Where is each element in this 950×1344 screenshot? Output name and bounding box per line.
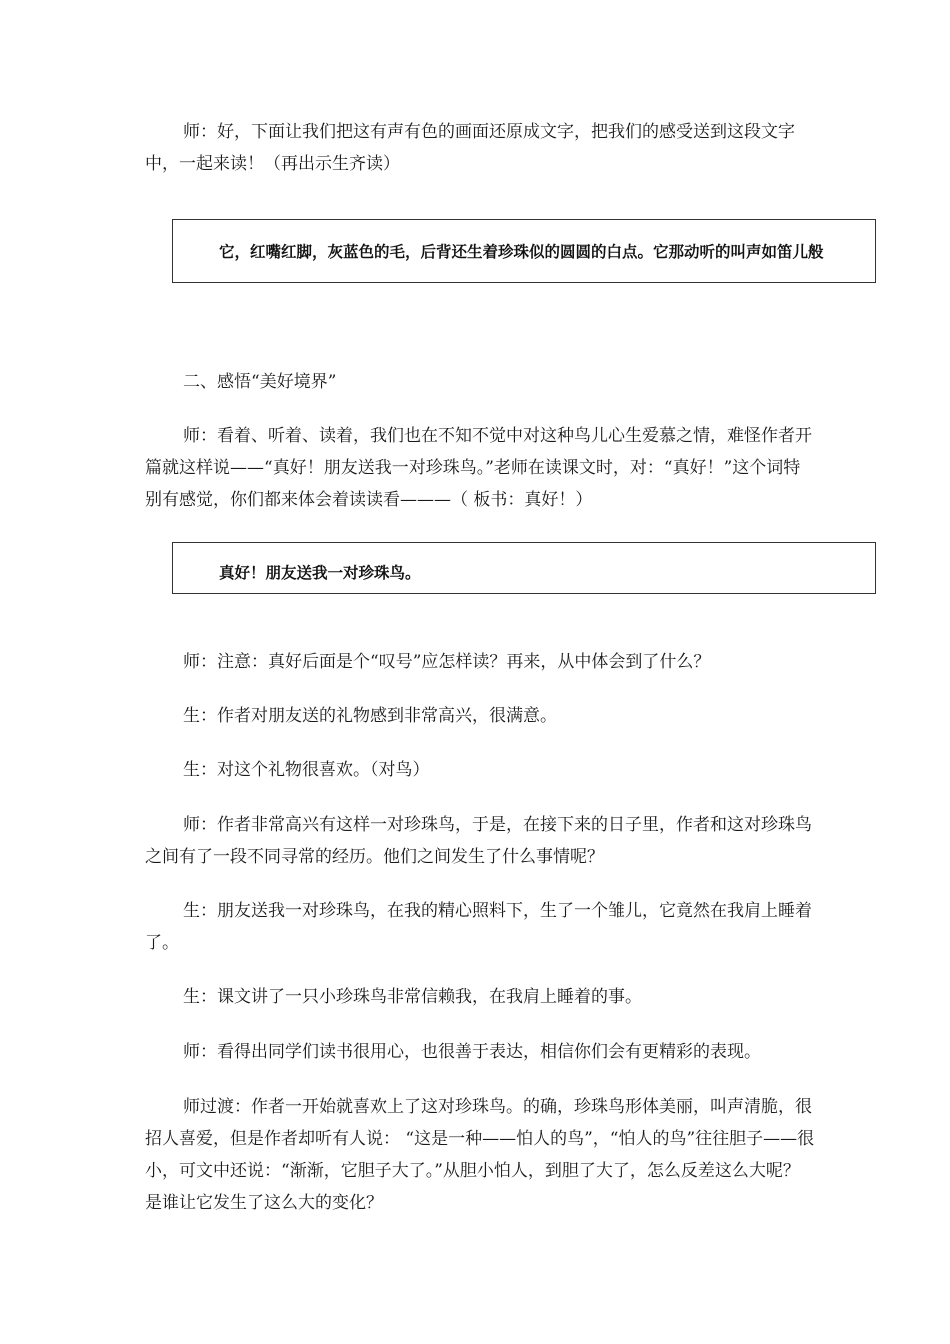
paragraph-teacher-experience: 师：作者非常高兴有这样一对珍珠鸟，于是，在接下来的日子里，作者和这对珍珠鸟之间有了一段不同寻常的经历。他们之间发生了什么事情呢？ — [145, 815, 812, 867]
quote-box-text: 它，红嘴红脚，灰蓝色的毛，后背还生着珍珠似的圆圆的白点。它那动听的叫声如笛儿般 — [219, 243, 824, 261]
quote-box-text: 真好！朋友送我一对珍珠鸟。 — [219, 564, 421, 582]
paragraph-student-1: 生：作者对朋友送的礼物感到非常高兴，很满意。 — [183, 706, 557, 726]
quote-box-bird-description — [172, 219, 876, 283]
paragraph-student-4: 生：课文讲了一只小珍珠鸟非常信赖我，在我肩上睡着的事。 — [183, 987, 642, 1007]
paragraph-teacher-exclamation: 师：注意：真好后面是个“叹号”应怎样读？再来，从中体会到了什么？ — [183, 652, 711, 672]
paragraph-student-2: 生：对这个礼物很喜欢。（对鸟） — [183, 760, 430, 780]
paragraph-teacher-transition: 师过渡：作者一开始就喜欢上了这对珍珠鸟。的确，珍珠鸟形体美丽，叫声清脆，很招人喜爱，但是作者却听有人说： “这是一种——怕人的鸟”，“怕人的鸟”往往胆子——很小，可文中还说：“渐渐，它胆子大了。”从胆小怕人，到胆了大了，怎么反差这么大呢？是谁让它发生了这么大的变化？ — [145, 1097, 815, 1213]
paragraph-teacher-read-aloud: 师：好，下面让我们把这有声有色的画面还原成文字，把我们的感受送到这段文字中，一起来读！（再出示生齐读） — [145, 122, 795, 174]
quote-box-good-friend — [172, 542, 876, 594]
paragraph-student-3: 生：朋友送我一对珍珠鸟，在我的精心照料下，生了一个雏儿，它竟然在我肩上睡着了。 — [145, 901, 812, 953]
paragraph-teacher-praise: 师：看得出同学们读书很用心，也很善于表达，相信你们会有更精彩的表现。 — [183, 1042, 761, 1062]
section-heading: 二、感悟“美好境界” — [183, 372, 337, 392]
paragraph-teacher-intro: 师：看着、听着、读着，我们也在不知不觉中对这种鸟儿心生爱慕之情，难怪作者开篇就这样说——“真好！朋友送我一对珍珠鸟。”老师在读课文时，对：“真好！”这个词特别有感觉，你们都来体会着读读看———（ 板书：真好！） — [145, 426, 812, 510]
